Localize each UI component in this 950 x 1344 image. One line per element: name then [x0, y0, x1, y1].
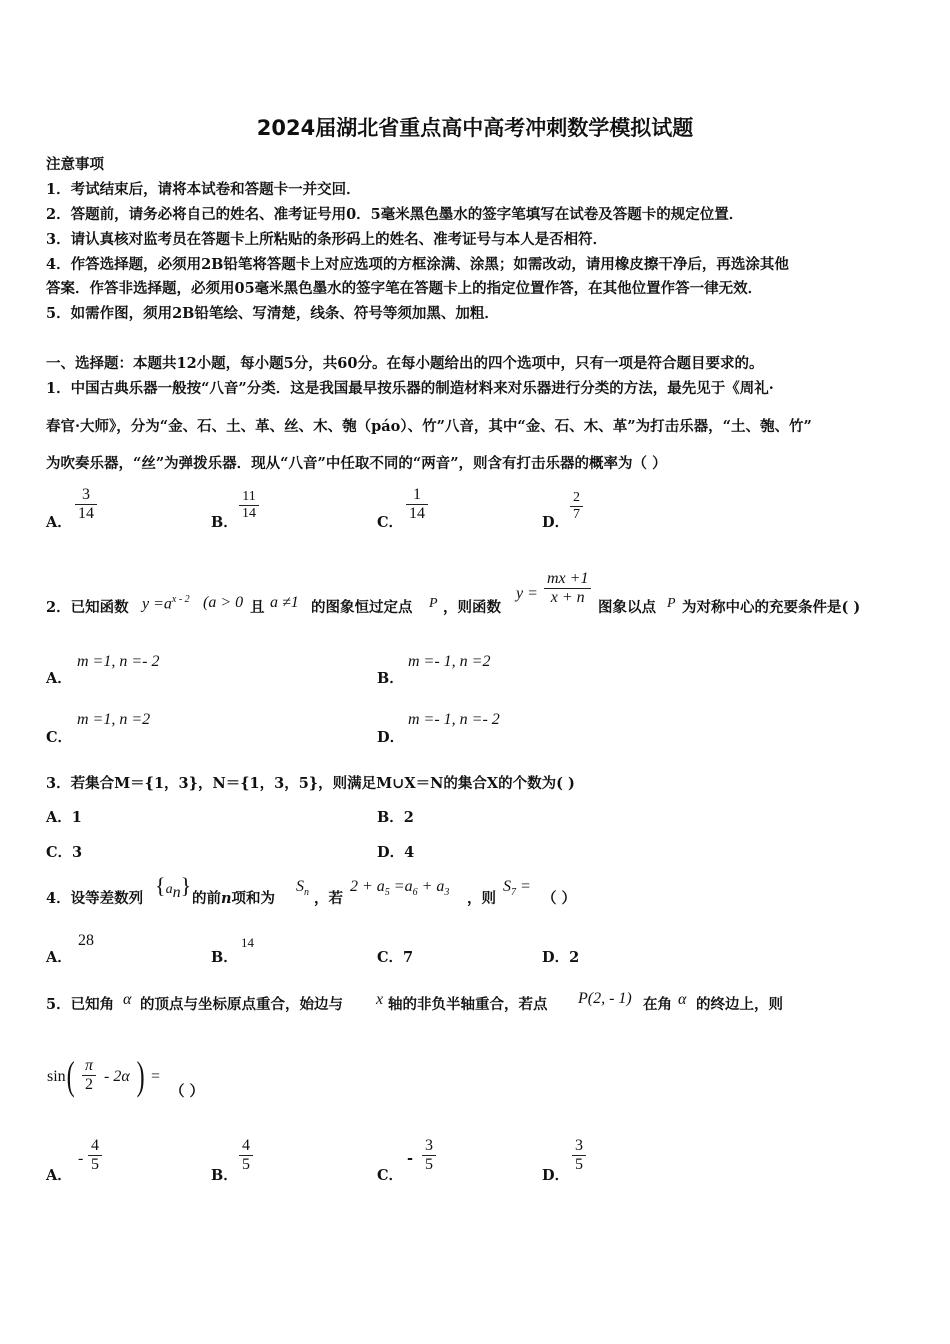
q2-function: $y =a^{x - 2}$	[142, 594, 190, 613]
q3-option-a: A．1	[46, 809, 82, 826]
q3-stem: 3．若集合M＝{1，3}，N＝{1，3，5}，则满足M∪X＝N的集合X的个数为( )	[46, 775, 575, 792]
q3-option-b: B．2	[377, 809, 414, 826]
q4-option-b-label: B．	[211, 949, 238, 966]
page-title: 2024届湖北省重点高中高考冲刺数学模拟试题	[256, 116, 694, 140]
q2-option-b-label: B．	[377, 670, 404, 687]
q2-point: P	[667, 596, 676, 611]
q4-end: （ ）	[542, 890, 577, 907]
q4-option-c: C．7	[377, 949, 414, 966]
q1-option-d-fraction: 2 7	[570, 490, 583, 523]
q5-mid2: 轴的非负半轴重合，若点	[388, 996, 548, 1013]
q4-sequence: $\{a_n\}$	[155, 873, 192, 901]
q2-condition: (a > 0	[203, 594, 244, 611]
q5-option-d-fraction: 3 5	[572, 1137, 586, 1174]
q5-option-c-label: C．	[377, 1167, 404, 1184]
q5-alpha: α	[678, 991, 687, 1008]
q5-equals: =	[151, 1068, 161, 1085]
q2-condition-a: a ≠1	[270, 594, 299, 611]
q5-sin: sin	[47, 1068, 66, 1085]
q5-mid1: 的顶点与坐标原点重合，始边与	[140, 996, 343, 1013]
q5-x: x	[376, 991, 384, 1008]
q4-mid1: 的前n项和为	[192, 890, 276, 907]
notice-heading: 注意事项	[46, 156, 104, 173]
q1-stem-line: 为吹奏乐器，“丝”为弹拨乐器．现从“八音”中任取不同的“两音”，则含有打击乐器的概率为（ ）	[46, 455, 667, 472]
q2-point: P	[429, 596, 438, 611]
notice-item: 2．答题前，请务必将自己的姓名、准考证号用0．5毫米黑色墨水的签字笔填写在试卷及答题卡的规定位置．	[46, 206, 744, 223]
q5-option-b-label: B．	[211, 1167, 238, 1184]
q5-prefix: 5．已知角	[46, 996, 115, 1013]
q5-pi-over-2: π 2	[82, 1057, 96, 1094]
q2-mid2: ，则函数	[443, 599, 501, 616]
q4-option-a-value: 28	[78, 932, 94, 949]
notice-item: 1．考试结束后，请将本试卷和答题卡一并交回．	[46, 181, 361, 198]
section-heading: 一、选择题：本题共12小题，每小题5分，共60分。在每小题给出的四个选项中，只有一项是符合题目要求的。	[46, 355, 764, 372]
q5-option-c-fraction: 3 5	[422, 1137, 436, 1174]
q2-option-c-label: C．	[46, 729, 73, 746]
q2-option-a-label: A．	[46, 670, 72, 687]
q1-stem-line: 1．中国古典乐器一般按“八音”分类．这是我国最早按乐器的制造材料来对乐器进行分类的方法，最先见于《周礼·	[46, 380, 774, 397]
q1-stem-line: 春官·大师》，分为“金、石、土、革、丝、木、匏（páo）、竹”八音，其中“金、石、木、革”为打击乐器，“土、匏、竹”	[46, 418, 812, 435]
q4-prefix: 4．设等差数列	[46, 890, 144, 907]
q1-option-d-label: D．	[542, 514, 570, 531]
q5-alpha: α	[123, 991, 132, 1008]
q1-option-a-fraction: 3 14	[75, 486, 97, 523]
q1-option-c-label: C．	[377, 514, 404, 531]
q5-left-paren: (	[66, 1053, 75, 1098]
q5-mid4: 的终边上，则	[696, 996, 783, 1013]
q4-option-b-value: 14	[241, 935, 254, 950]
q4-option-a-label: A．	[46, 949, 72, 966]
q2-prefix: 2．已知函数	[46, 599, 129, 616]
q2-and: 且	[250, 599, 265, 616]
q2-y-eq: y =	[516, 585, 538, 602]
notice-item: 4．作答选择题，必须用2B铅笔将答题卡上对应选项的方框涂满、涂黑；如需改动，请用橡皮擦干净后，再选涂其他	[46, 256, 789, 273]
q2-mid: 的图象恒过定点	[311, 599, 413, 616]
q4-sum: $S_n$	[296, 878, 309, 899]
q2-tail2: 为对称中心的充要条件是( )	[682, 599, 861, 616]
q4-mid3: ，若	[314, 890, 343, 907]
q4-s7: $S_7$ =	[503, 878, 531, 899]
q4-equation: $2 + a_5 =a_6 + a_3$	[350, 878, 450, 899]
q2-option-a-expr: m =1, n =- 2	[77, 653, 160, 670]
q5-option-d-label: D．	[542, 1167, 570, 1184]
q2-option-d-expr: m =- 1, n =- 2	[408, 711, 500, 728]
q4-option-d: D．2	[542, 949, 580, 966]
q5-option-a-sign: -	[78, 1150, 84, 1167]
q1-option-b-label: B．	[211, 514, 238, 531]
q2-tail: 图象以点	[598, 599, 656, 616]
q2-function-fraction: mx +1 x + n	[544, 570, 591, 607]
notice-item: 3．请认真核对监考员在答题卡上所粘贴的条形码上的姓名、准考证号与本人是否相符．	[46, 231, 608, 248]
q5-end: （ ）	[170, 1083, 205, 1100]
q2-option-d-label: D．	[377, 729, 405, 746]
q5-mid3: 在角	[643, 996, 672, 1013]
q1-option-a-label: A．	[46, 514, 72, 531]
q5-option-a-label: A．	[46, 1167, 72, 1184]
q2-option-b-expr: m =- 1, n =2	[408, 653, 491, 670]
q3-option-c: C．3	[46, 844, 83, 861]
q4-mid4: ，则	[467, 890, 496, 907]
q5-point: P(2, - 1)	[578, 990, 632, 1007]
q5-option-b-fraction: 4 5	[239, 1137, 253, 1174]
notice-item: 5．如需作图，须用2B铅笔绘、写清楚，线条、符号等须加黑、加粗．	[46, 305, 499, 322]
q5-minus-2alpha: - 2α	[104, 1068, 130, 1085]
q5-option-a-fraction: 4 5	[88, 1137, 102, 1174]
q5-option-c-sign: -	[407, 1150, 414, 1167]
q2-option-c-expr: m =1, n =2	[77, 711, 151, 728]
notice-item: 答案．作答非选择题，必须用05毫米黑色墨水的签字笔在答题卡上的指定位置作答，在其他位置作答一律无效．	[46, 280, 763, 297]
q3-option-d: D．4	[377, 844, 415, 861]
q5-right-paren: )	[136, 1053, 145, 1098]
q1-option-b-fraction: 11 14	[239, 489, 259, 522]
q1-option-c-fraction: 1 14	[406, 486, 428, 523]
